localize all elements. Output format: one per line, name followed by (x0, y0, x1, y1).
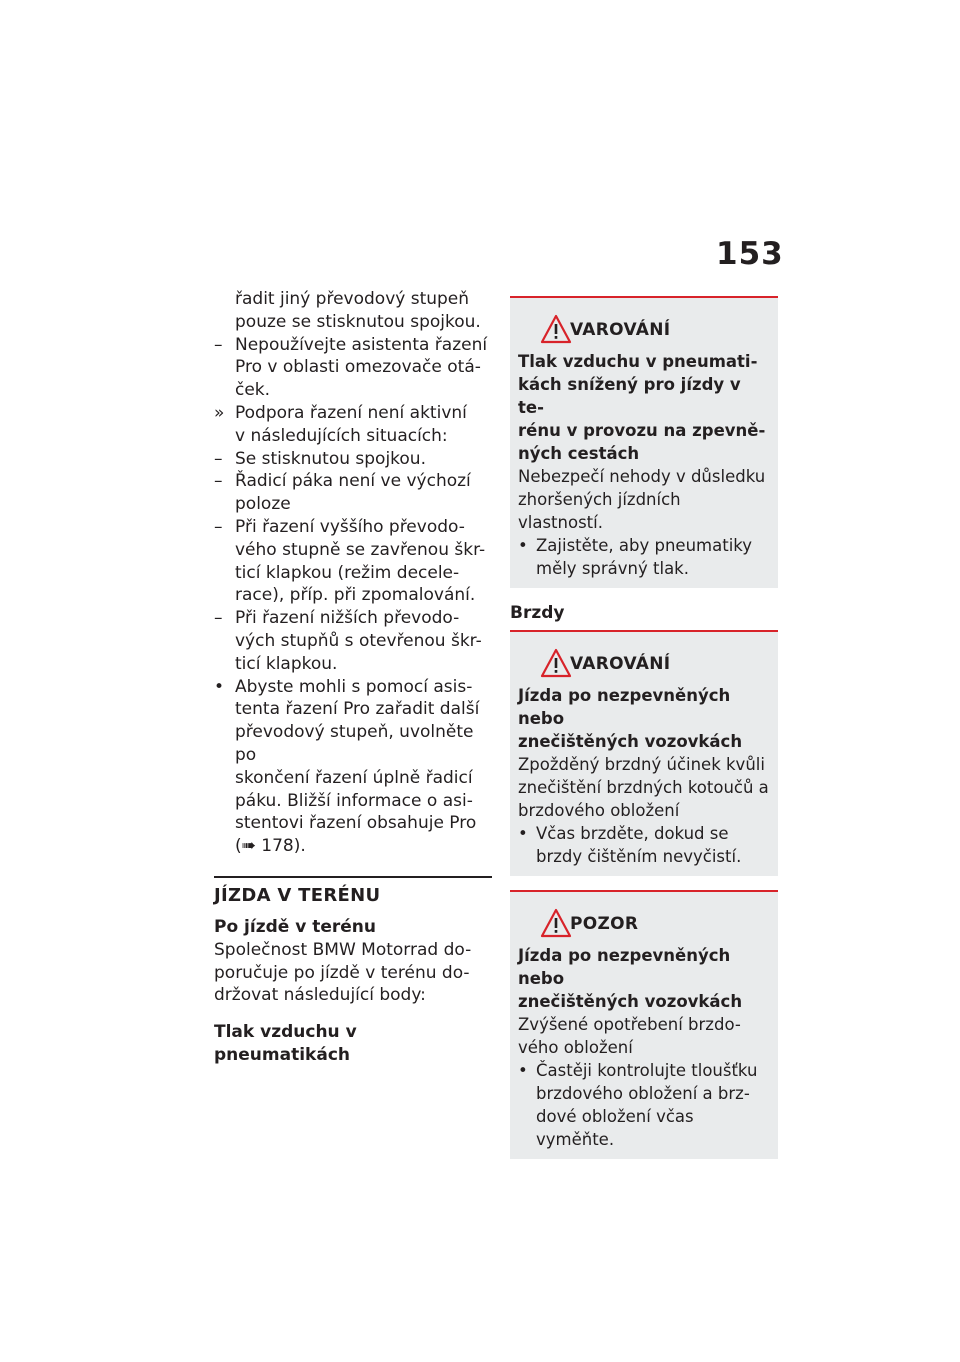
list-item-text: ticí klapkou (režim decele- (235, 562, 460, 583)
intro-paragraph (214, 939, 492, 1007)
list-item-text: Se stisknutou spojkou. (235, 448, 426, 469)
list-item-text: Podpora řazení není aktivní (235, 402, 467, 423)
bullet-text: Zajistěte, aby pneumatiky (536, 536, 753, 555)
box-sub-line: znečištěných vozovkách (518, 992, 743, 1011)
list-item-text: Abyste mohli s pomocí asis- (235, 676, 473, 697)
bullet-line (518, 557, 770, 580)
list-item-line (214, 402, 492, 425)
box-text-line: Nebezpečí nehody v důsledku (518, 467, 766, 486)
box-label: POZOR (570, 914, 639, 934)
paragraph-line: Společnost BMW Motorrad do- (214, 939, 472, 960)
list-item-line (214, 630, 492, 653)
list-item-line (214, 562, 492, 585)
box-bullet (518, 1059, 770, 1151)
list-item-text: (➠ 178). (235, 836, 306, 857)
section-title: JÍZDA V TERÉNU (214, 884, 381, 906)
box-text-line: Zvýšené opotřebení brzdo- (518, 1015, 741, 1034)
subsection-title-tire-pressure: Tlak vzduchu v pneumatikách (214, 1022, 357, 1065)
box-header (518, 312, 770, 350)
box-text (518, 753, 770, 822)
left-list (214, 288, 492, 858)
list-item-line (214, 653, 492, 676)
bullet-text: Včas brzděte, dokud se (536, 824, 729, 843)
list-item-text: v následujících situacích: (235, 425, 448, 446)
box-title (518, 684, 770, 753)
list-item-text: Při řazení vyššího převodo- (235, 516, 465, 537)
bullet-marker: • (518, 824, 528, 843)
box-text (518, 465, 770, 534)
list-item-line (214, 812, 492, 835)
list-marker: • (214, 676, 225, 697)
list-item-text: tenta řazení Pro zařadit další (235, 699, 480, 720)
list-item-line (214, 584, 492, 607)
list-item-text: ticí klapkou. (235, 653, 338, 674)
box-title (518, 944, 770, 1013)
warning-box-brakes (510, 630, 778, 876)
list-item-text: skončení řazení úplně řadicí (235, 767, 473, 788)
bullet-marker: • (518, 1061, 528, 1080)
list-item-text: ček. (235, 380, 271, 401)
list-item-line (214, 288, 492, 311)
box-text-line: vého obložení (518, 1038, 633, 1057)
list-item-text: převodový stupeň, uvolněte po (235, 722, 474, 765)
list-marker: – (214, 448, 223, 469)
box-sub-line: ných cestách (518, 444, 640, 463)
list-marker: – (214, 471, 223, 492)
box-sub-line: rénu v provozu na zpevně- (518, 421, 766, 440)
caution-box-brake-wear (510, 890, 778, 1159)
list-item-line (214, 493, 492, 516)
section-divider (214, 876, 492, 878)
warning-triangle-icon (540, 648, 572, 678)
right-column (510, 296, 778, 1159)
list-item-text: páku. Bližší informace o asi- (235, 790, 473, 811)
bullet-line (518, 822, 770, 845)
bullet-line (518, 1059, 770, 1082)
list-marker: » (214, 402, 225, 423)
box-header (518, 906, 770, 944)
list-item-text: Nepoužívejte asistenta řazení (235, 334, 488, 355)
warning-box-tire-pressure (510, 296, 778, 588)
list-item-line (214, 448, 492, 471)
bullet-text: brzdového obložení a brz- (536, 1084, 750, 1103)
bullet-text: měly správný tlak. (536, 559, 689, 578)
box-label: VAROVÁNÍ (570, 320, 671, 340)
list-item-text: pouze se stisknutou spojkou. (235, 311, 481, 332)
bullet-text: Častěji kontrolujte tloušťku (536, 1061, 758, 1080)
list-item-text: race), příp. při zpomalování. (235, 585, 476, 606)
bullet-text: dové obložení včas vyměňte. (536, 1107, 694, 1149)
list-item-line (214, 721, 492, 767)
list-item-line (214, 311, 492, 334)
bullet-text: brzdy čištěním nevyčistí. (536, 847, 742, 866)
list-item-line (214, 334, 492, 357)
box-bullet (518, 822, 770, 868)
bullet-line (518, 1082, 770, 1105)
bullet-line (518, 845, 770, 868)
list-item-line (214, 698, 492, 721)
list-marker: – (214, 516, 223, 537)
list-item-text: Při řazení nižších převodo- (235, 608, 460, 629)
box-sub-line: znečištěných vozovkách (518, 732, 743, 751)
box-sub-line: kách snížený pro jízdy v te- (518, 375, 741, 417)
box-text-line: zhoršených jízdních vlastností. (518, 490, 681, 532)
list-item-line (214, 790, 492, 813)
list-item-line (214, 767, 492, 790)
list-item-line (214, 379, 492, 402)
bullet-line (518, 534, 770, 557)
list-item-text: řadit jiný převodový stupeň (235, 289, 470, 309)
list-item-text: stentovi řazení obsahuje Pro (235, 813, 477, 834)
paragraph-line: držovat následující body: (214, 985, 426, 1006)
list-item-line (214, 470, 492, 493)
list-item-line (214, 516, 492, 539)
list-item-text: Pro v oblasti omezovače otá- (235, 357, 481, 378)
bullet-line (518, 1105, 770, 1151)
list-item-text: vého stupně se zavřenou škr- (235, 539, 486, 560)
box-sub-line: Tlak vzduchu v pneumati- (518, 352, 758, 371)
list-marker: – (214, 334, 223, 355)
box-bullet (518, 534, 770, 580)
box-header (518, 646, 770, 684)
list-item-line (214, 607, 492, 630)
list-item-text: Řadicí páka není ve výchozí (235, 471, 471, 492)
box-sub-line: Jízda po nezpevněných nebo (518, 946, 731, 988)
box-text-line: znečištění brzdných kotoučů a (518, 778, 769, 797)
box-text (518, 1013, 770, 1059)
list-item-text: poloze (235, 494, 291, 515)
list-item-line (214, 356, 492, 379)
list-marker: – (214, 608, 223, 629)
bullet-marker: • (518, 536, 528, 555)
subsection-title: Po jízdě v terénu (214, 916, 376, 937)
box-text-line: brzdového obložení (518, 801, 680, 820)
list-item-line (214, 539, 492, 562)
warning-triangle-icon (540, 314, 572, 344)
list-item-line (214, 425, 492, 448)
section-heading-brakes: Brzdy (510, 603, 565, 623)
box-title (518, 350, 770, 465)
list-item-text: vých stupňů s otevřenou škr- (235, 630, 482, 651)
page-number: 153 (716, 236, 784, 272)
box-label: VAROVÁNÍ (570, 654, 671, 674)
box-sub-line: Jízda po nezpevněných nebo (518, 686, 731, 728)
list-item-line (214, 676, 492, 699)
warning-triangle-icon (540, 908, 572, 938)
list-item-line (214, 835, 492, 858)
paragraph-line: poručuje po jízdě v terénu do- (214, 962, 470, 983)
left-column (214, 288, 492, 1067)
box-text-line: Zpožděný brzdný účinek kvůli (518, 755, 765, 774)
